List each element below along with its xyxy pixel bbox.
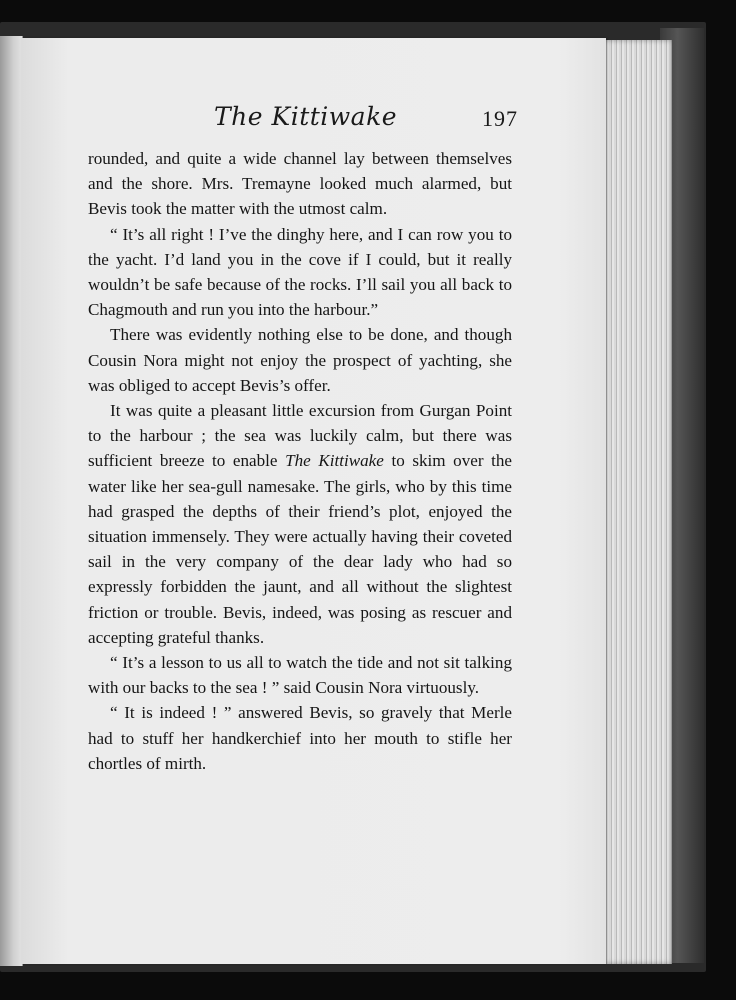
- page-number: 197: [482, 106, 518, 131]
- running-title: The Kittiwake: [214, 102, 398, 131]
- paragraph-4-end: to skim over the water like her sea-gull namesake. The girls, who by this time had grasped the depths of their friend’s plot, enjoyed the situation immensely. They were actually having their coveted sail in the very company of the dear lady who had so expressly forbidden the jaunt, and all without the slightest friction or trouble. Bevis, indeed, was posing as rescuer and accepting grateful thanks.: [88, 451, 513, 647]
- paragraph-6: “ It is indeed ! ” answered Bevis, so gravely that Merle had to stuff her handkerchief into her mouth to stifle her chortles of mirth.: [88, 703, 512, 773]
- book-page: [22, 38, 606, 964]
- paragraph-3: There was evidently nothing else to be done, and though Cousin Nora might not enjoy the prospect of yachting, she was obliged to accept Bevis’s offer.: [88, 325, 512, 395]
- paragraph-2: “ It’s all right ! I’ve the dinghy here, and I can row you to the yacht. I’d land you in the cove if I could, but it really wouldn’t be safe because of the rocks. I’ll sail you all back to Chagmouth and run you into the harbour.”: [88, 224, 512, 320]
- yacht-name: The Kittiwake: [285, 451, 384, 471]
- page-edges: [604, 40, 672, 964]
- book-gutter: [0, 36, 23, 966]
- paragraph-1: rounded, and quite a wide channel lay between themselves and the shore. Mrs. Tremayne looked much alarmed, but Bevis took the matter with the utmost calm.: [88, 149, 512, 219]
- paragraph-4-start: It was quite a pleasant little excursion from Gurgan Point to the harbour ; the sea was luckily calm, but there was sufficient breeze to enable: [88, 401, 512, 471]
- body-text: [88, 146, 512, 776]
- running-head: [22, 102, 606, 142]
- paragraph-5: “ It’s a lesson to us all to watch the tide and not sit talking with our backs to the sea ! ” said Cousin Nora virtuously.: [88, 653, 512, 698]
- paragraph-4: [88, 398, 512, 650]
